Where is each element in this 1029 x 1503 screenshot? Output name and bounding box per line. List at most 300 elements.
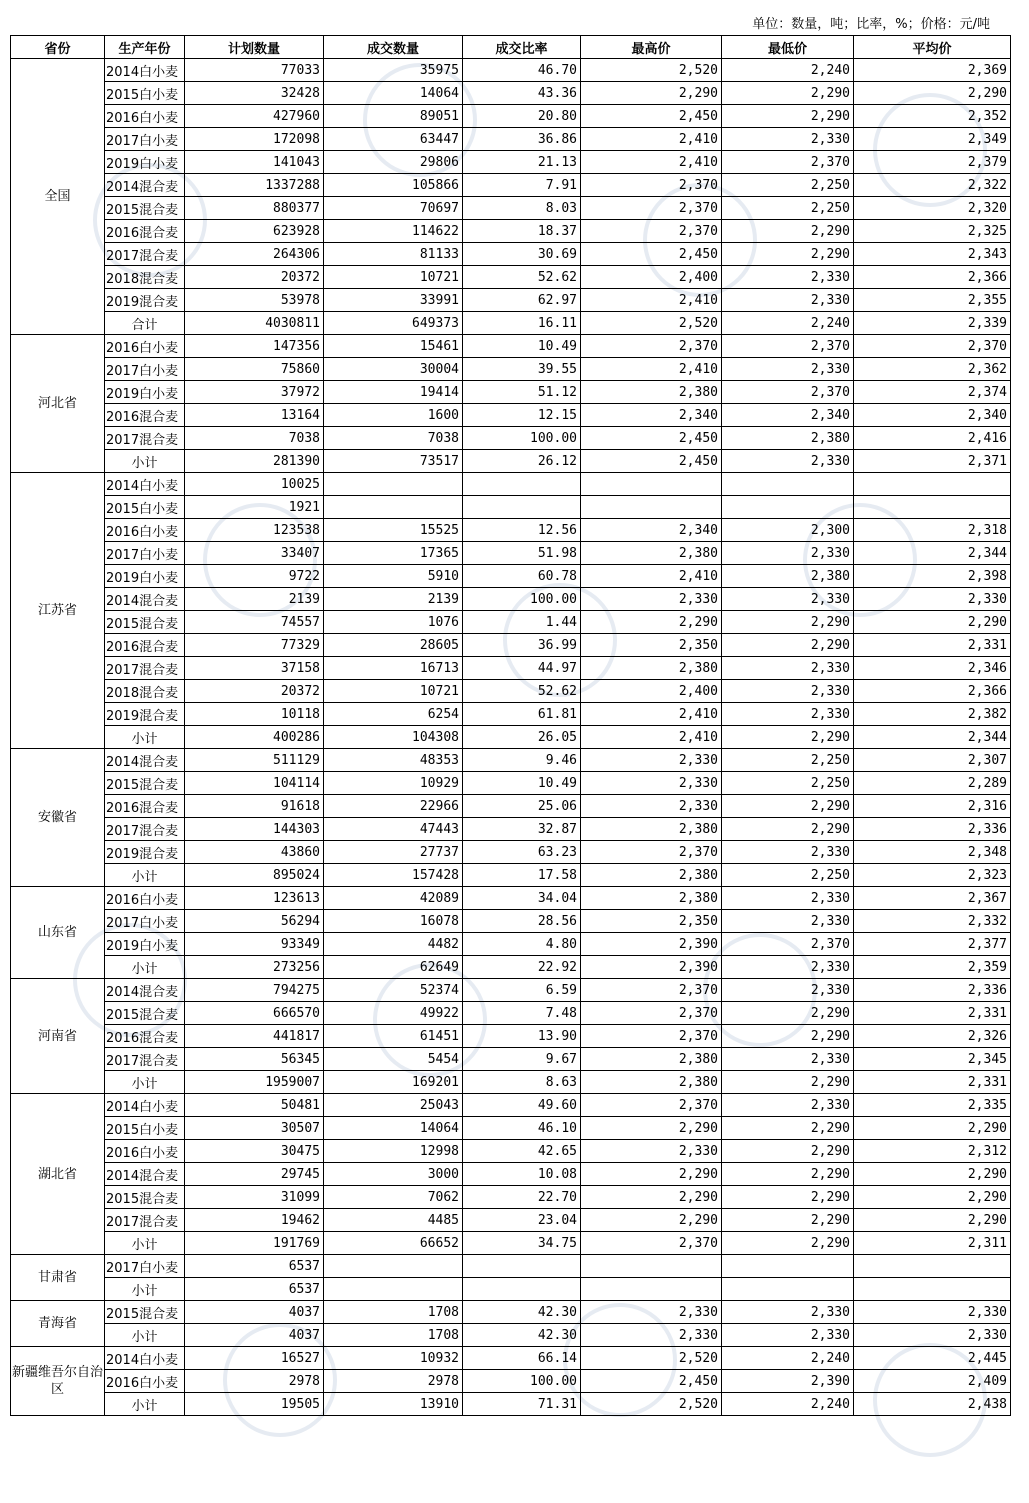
deal-rate-cell: 20.80	[463, 105, 581, 128]
year-cell: 2019白小麦	[105, 933, 185, 956]
max-price-cell: 2,410	[581, 128, 722, 151]
deal-rate-cell: 23.04	[463, 1209, 581, 1232]
min-price-cell: 2,370	[722, 335, 854, 358]
year-cell: 2016混合麦	[105, 634, 185, 657]
min-price-cell: 2,370	[722, 151, 854, 174]
deal-rate-cell: 22.70	[463, 1186, 581, 1209]
max-price-cell: 2,390	[581, 956, 722, 979]
year-cell: 小计	[105, 1324, 185, 1347]
year-cell: 2015混合麦	[105, 1186, 185, 1209]
min-price-cell: 2,250	[722, 864, 854, 887]
min-price-cell: 2,290	[722, 1186, 854, 1209]
table-row	[11, 220, 1011, 243]
max-price-cell: 2,520	[581, 1393, 722, 1416]
max-price-cell: 2,340	[581, 519, 722, 542]
planned-qty-cell: 427960	[185, 105, 324, 128]
table-row	[11, 1393, 1011, 1416]
table-row	[11, 473, 1011, 496]
max-price-cell: 2,330	[581, 1140, 722, 1163]
max-price-cell: 2,410	[581, 151, 722, 174]
avg-price-cell: 2,311	[854, 1232, 1011, 1255]
planned-qty-cell: 144303	[185, 818, 324, 841]
max-price-cell: 2,410	[581, 358, 722, 381]
year-cell: 2017混合麦	[105, 657, 185, 680]
avg-price-cell: 2,366	[854, 680, 1011, 703]
planned-qty-cell: 30507	[185, 1117, 324, 1140]
max-price-cell: 2,350	[581, 910, 722, 933]
table-row	[11, 680, 1011, 703]
planned-qty-cell: 19505	[185, 1393, 324, 1416]
max-price-cell: 2,330	[581, 1324, 722, 1347]
planned-qty-cell: 13164	[185, 404, 324, 427]
year-cell: 2016混合麦	[105, 795, 185, 818]
province-cell: 全国	[11, 59, 105, 335]
avg-price-cell: 2,290	[854, 82, 1011, 105]
planned-qty-cell: 123613	[185, 887, 324, 910]
max-price-cell	[581, 1255, 722, 1278]
deal-qty-cell: 16078	[324, 910, 463, 933]
min-price-cell	[722, 1278, 854, 1301]
deal-rate-cell: 10.08	[463, 1163, 581, 1186]
max-price-cell: 2,400	[581, 266, 722, 289]
deal-qty-cell: 81133	[324, 243, 463, 266]
avg-price-cell: 2,330	[854, 1301, 1011, 1324]
table-row	[11, 1071, 1011, 1094]
deal-rate-cell	[463, 473, 581, 496]
min-price-cell: 2,340	[722, 404, 854, 427]
table-row	[11, 427, 1011, 450]
max-price-cell: 2,350	[581, 634, 722, 657]
max-price-cell: 2,290	[581, 82, 722, 105]
planned-qty-cell: 123538	[185, 519, 324, 542]
year-cell: 2015混合麦	[105, 1002, 185, 1025]
avg-price-cell: 2,359	[854, 956, 1011, 979]
deal-rate-cell: 12.15	[463, 404, 581, 427]
deal-qty-cell: 1708	[324, 1301, 463, 1324]
max-price-cell: 2,380	[581, 1048, 722, 1071]
table-row	[11, 381, 1011, 404]
planned-qty-cell: 53978	[185, 289, 324, 312]
table-row	[11, 1347, 1011, 1370]
avg-price-cell: 2,332	[854, 910, 1011, 933]
deal-qty-cell: 2139	[324, 588, 463, 611]
min-price-cell: 2,380	[722, 427, 854, 450]
avg-price-cell: 2,352	[854, 105, 1011, 128]
avg-price-cell	[854, 1255, 1011, 1278]
table-row	[11, 312, 1011, 335]
max-price-cell: 2,380	[581, 657, 722, 680]
year-cell: 2016混合麦	[105, 404, 185, 427]
min-price-cell: 2,290	[722, 105, 854, 128]
year-cell: 小计	[105, 726, 185, 749]
max-price-cell: 2,450	[581, 427, 722, 450]
max-price-cell	[581, 473, 722, 496]
deal-rate-cell: 13.90	[463, 1025, 581, 1048]
avg-price-cell: 2,346	[854, 657, 1011, 680]
year-cell: 2019白小麦	[105, 381, 185, 404]
min-price-cell: 2,250	[722, 772, 854, 795]
planned-qty-cell: 56294	[185, 910, 324, 933]
deal-qty-cell: 1708	[324, 1324, 463, 1347]
planned-qty-cell: 1337288	[185, 174, 324, 197]
table-row	[11, 128, 1011, 151]
header-max-price: 最高价	[581, 36, 722, 59]
year-cell: 2017混合麦	[105, 243, 185, 266]
planned-qty-cell: 56345	[185, 1048, 324, 1071]
max-price-cell: 2,370	[581, 197, 722, 220]
table-row	[11, 496, 1011, 519]
deal-rate-cell: 12.56	[463, 519, 581, 542]
deal-rate-cell: 30.69	[463, 243, 581, 266]
min-price-cell: 2,250	[722, 749, 854, 772]
table-row	[11, 266, 1011, 289]
table-row	[11, 887, 1011, 910]
planned-qty-cell: 264306	[185, 243, 324, 266]
header-deal-qty: 成交数量	[324, 36, 463, 59]
deal-qty-cell	[324, 1255, 463, 1278]
year-cell: 2015白小麦	[105, 496, 185, 519]
year-cell: 2017白小麦	[105, 542, 185, 565]
province-cell: 河北省	[11, 335, 105, 473]
planned-qty-cell: 20372	[185, 266, 324, 289]
planned-qty-cell: 895024	[185, 864, 324, 887]
deal-rate-cell: 6.59	[463, 979, 581, 1002]
year-cell: 2016白小麦	[105, 335, 185, 358]
year-cell: 2017白小麦	[105, 358, 185, 381]
max-price-cell: 2,290	[581, 1209, 722, 1232]
avg-price-cell: 2,331	[854, 1002, 1011, 1025]
min-price-cell: 2,290	[722, 1140, 854, 1163]
deal-qty-cell: 89051	[324, 105, 463, 128]
min-price-cell: 2,330	[722, 841, 854, 864]
planned-qty-cell: 6537	[185, 1255, 324, 1278]
avg-price-cell: 2,379	[854, 151, 1011, 174]
max-price-cell: 2,410	[581, 726, 722, 749]
deal-qty-cell: 12998	[324, 1140, 463, 1163]
table-row	[11, 1370, 1011, 1393]
deal-rate-cell: 46.70	[463, 59, 581, 82]
deal-qty-cell: 35975	[324, 59, 463, 82]
planned-qty-cell: 37972	[185, 381, 324, 404]
deal-rate-cell: 26.05	[463, 726, 581, 749]
max-price-cell: 2,370	[581, 335, 722, 358]
header-province: 省份	[11, 36, 105, 59]
header-row	[11, 36, 1011, 59]
min-price-cell: 2,330	[722, 703, 854, 726]
deal-qty-cell: 10721	[324, 680, 463, 703]
avg-price-cell: 2,336	[854, 979, 1011, 1002]
min-price-cell: 2,390	[722, 1370, 854, 1393]
min-price-cell: 2,290	[722, 1025, 854, 1048]
table-row	[11, 1048, 1011, 1071]
deal-qty-cell	[324, 1278, 463, 1301]
planned-qty-cell: 74557	[185, 611, 324, 634]
max-price-cell: 2,410	[581, 565, 722, 588]
avg-price-cell: 2,416	[854, 427, 1011, 450]
deal-qty-cell: 29806	[324, 151, 463, 174]
planned-qty-cell: 4037	[185, 1301, 324, 1324]
deal-rate-cell: 42.30	[463, 1324, 581, 1347]
table-row	[11, 933, 1011, 956]
deal-qty-cell: 1600	[324, 404, 463, 427]
deal-qty-cell: 3000	[324, 1163, 463, 1186]
unit-note: 单位：数量，吨；比率，%；价格：元/吨	[752, 17, 990, 32]
province-cell: 湖北省	[11, 1094, 105, 1255]
year-cell: 2017混合麦	[105, 1209, 185, 1232]
province-cell: 甘肃省	[11, 1255, 105, 1301]
planned-qty-cell: 172098	[185, 128, 324, 151]
year-cell: 2019混合麦	[105, 841, 185, 864]
min-price-cell: 2,330	[722, 588, 854, 611]
year-cell: 2017白小麦	[105, 1255, 185, 1278]
max-price-cell: 2,370	[581, 1002, 722, 1025]
year-cell: 小计	[105, 1232, 185, 1255]
avg-price-cell: 2,348	[854, 841, 1011, 864]
min-price-cell: 2,330	[722, 887, 854, 910]
max-price-cell: 2,370	[581, 979, 722, 1002]
table-row	[11, 611, 1011, 634]
max-price-cell	[581, 496, 722, 519]
deal-qty-cell: 33991	[324, 289, 463, 312]
deal-rate-cell: 63.23	[463, 841, 581, 864]
planned-qty-cell: 511129	[185, 749, 324, 772]
max-price-cell: 2,290	[581, 1117, 722, 1140]
avg-price-cell: 2,307	[854, 749, 1011, 772]
table-row	[11, 1140, 1011, 1163]
planned-qty-cell: 7038	[185, 427, 324, 450]
deal-qty-cell: 10929	[324, 772, 463, 795]
deal-qty-cell: 52374	[324, 979, 463, 1002]
min-price-cell: 2,330	[722, 289, 854, 312]
deal-rate-cell: 61.81	[463, 703, 581, 726]
year-cell: 小计	[105, 956, 185, 979]
planned-qty-cell: 141043	[185, 151, 324, 174]
year-cell: 2014白小麦	[105, 1094, 185, 1117]
max-price-cell: 2,450	[581, 1370, 722, 1393]
table-row	[11, 864, 1011, 887]
year-cell: 2015混合麦	[105, 1301, 185, 1324]
table-row	[11, 1186, 1011, 1209]
deal-qty-cell: 157428	[324, 864, 463, 887]
year-cell: 2019白小麦	[105, 151, 185, 174]
max-price-cell: 2,330	[581, 749, 722, 772]
avg-price-cell: 2,323	[854, 864, 1011, 887]
planned-qty-cell: 9722	[185, 565, 324, 588]
avg-price-cell: 2,344	[854, 542, 1011, 565]
table-row	[11, 910, 1011, 933]
deal-qty-cell: 10932	[324, 1347, 463, 1370]
min-price-cell: 2,290	[722, 1002, 854, 1025]
deal-rate-cell: 44.97	[463, 657, 581, 680]
deal-rate-cell: 36.86	[463, 128, 581, 151]
year-cell: 2016混合麦	[105, 220, 185, 243]
min-price-cell: 2,240	[722, 1347, 854, 1370]
avg-price-cell: 2,382	[854, 703, 1011, 726]
avg-price-cell: 2,290	[854, 611, 1011, 634]
max-price-cell: 2,370	[581, 174, 722, 197]
avg-price-cell: 2,330	[854, 1324, 1011, 1347]
min-price-cell: 2,370	[722, 933, 854, 956]
avg-price-cell: 2,330	[854, 588, 1011, 611]
year-cell: 2014混合麦	[105, 979, 185, 1002]
max-price-cell: 2,380	[581, 818, 722, 841]
deal-qty-cell: 13910	[324, 1393, 463, 1416]
min-price-cell: 2,330	[722, 128, 854, 151]
max-price-cell: 2,290	[581, 1163, 722, 1186]
year-cell: 2015混合麦	[105, 197, 185, 220]
deal-qty-cell: 7062	[324, 1186, 463, 1209]
deal-rate-cell: 60.78	[463, 565, 581, 588]
avg-price-cell: 2,369	[854, 59, 1011, 82]
deal-rate-cell: 66.14	[463, 1347, 581, 1370]
max-price-cell: 2,340	[581, 404, 722, 427]
deal-qty-cell: 49922	[324, 1002, 463, 1025]
year-cell: 2017白小麦	[105, 128, 185, 151]
deal-rate-cell: 100.00	[463, 427, 581, 450]
avg-price-cell: 2,345	[854, 1048, 1011, 1071]
deal-qty-cell: 17365	[324, 542, 463, 565]
table-row	[11, 174, 1011, 197]
min-price-cell: 2,250	[722, 174, 854, 197]
planned-qty-cell: 794275	[185, 979, 324, 1002]
min-price-cell: 2,290	[722, 818, 854, 841]
avg-price-cell: 2,377	[854, 933, 1011, 956]
year-cell: 2019混合麦	[105, 289, 185, 312]
deal-rate-cell: 36.99	[463, 634, 581, 657]
planned-qty-cell: 50481	[185, 1094, 324, 1117]
min-price-cell: 2,290	[722, 1232, 854, 1255]
header-planned-qty: 计划数量	[185, 36, 324, 59]
avg-price-cell: 2,398	[854, 565, 1011, 588]
deal-qty-cell: 5910	[324, 565, 463, 588]
deal-qty-cell: 2978	[324, 1370, 463, 1393]
planned-qty-cell: 4037	[185, 1324, 324, 1347]
table-row	[11, 795, 1011, 818]
header-min-price: 最低价	[722, 36, 854, 59]
deal-rate-cell: 18.37	[463, 220, 581, 243]
max-price-cell: 2,380	[581, 381, 722, 404]
avg-price-cell: 2,322	[854, 174, 1011, 197]
year-cell: 2017混合麦	[105, 427, 185, 450]
max-price-cell: 2,410	[581, 289, 722, 312]
table-row	[11, 1301, 1011, 1324]
deal-qty-cell: 15461	[324, 335, 463, 358]
year-cell: 2015混合麦	[105, 772, 185, 795]
max-price-cell: 2,330	[581, 1301, 722, 1324]
table-row	[11, 1094, 1011, 1117]
year-cell: 小计	[105, 864, 185, 887]
deal-rate-cell: 7.91	[463, 174, 581, 197]
province-cell: 山东省	[11, 887, 105, 979]
planned-qty-cell: 20372	[185, 680, 324, 703]
province-cell: 新疆维吾尔自治区	[11, 1347, 105, 1416]
avg-price-cell: 2,290	[854, 1186, 1011, 1209]
table-row	[11, 657, 1011, 680]
table-row	[11, 82, 1011, 105]
deal-qty-cell: 16713	[324, 657, 463, 680]
max-price-cell: 2,380	[581, 1071, 722, 1094]
year-cell: 2019白小麦	[105, 565, 185, 588]
avg-price-cell: 2,371	[854, 450, 1011, 473]
table-row	[11, 542, 1011, 565]
max-price-cell: 2,330	[581, 795, 722, 818]
deal-rate-cell: 49.60	[463, 1094, 581, 1117]
planned-qty-cell: 77329	[185, 634, 324, 657]
avg-price-cell: 2,355	[854, 289, 1011, 312]
deal-qty-cell: 649373	[324, 312, 463, 335]
avg-price-cell: 2,336	[854, 818, 1011, 841]
planned-qty-cell: 6537	[185, 1278, 324, 1301]
avg-price-cell: 2,349	[854, 128, 1011, 151]
planned-qty-cell: 880377	[185, 197, 324, 220]
avg-price-cell: 2,343	[854, 243, 1011, 266]
planned-qty-cell: 273256	[185, 956, 324, 979]
min-price-cell	[722, 473, 854, 496]
deal-rate-cell: 42.30	[463, 1301, 581, 1324]
table-row	[11, 519, 1011, 542]
planned-qty-cell: 2978	[185, 1370, 324, 1393]
deal-qty-cell: 1076	[324, 611, 463, 634]
deal-rate-cell	[463, 1278, 581, 1301]
deal-rate-cell: 51.12	[463, 381, 581, 404]
deal-qty-cell: 6254	[324, 703, 463, 726]
deal-rate-cell: 25.06	[463, 795, 581, 818]
deal-rate-cell: 8.63	[463, 1071, 581, 1094]
min-price-cell	[722, 496, 854, 519]
planned-qty-cell: 29745	[185, 1163, 324, 1186]
deal-rate-cell: 39.55	[463, 358, 581, 381]
avg-price-cell: 2,367	[854, 887, 1011, 910]
table-row	[11, 404, 1011, 427]
year-cell: 小计	[105, 450, 185, 473]
min-price-cell: 2,330	[722, 657, 854, 680]
deal-rate-cell: 52.62	[463, 266, 581, 289]
table-row	[11, 243, 1011, 266]
deal-qty-cell: 22966	[324, 795, 463, 818]
deal-qty-cell	[324, 496, 463, 519]
table-row	[11, 749, 1011, 772]
avg-price-cell: 2,438	[854, 1393, 1011, 1416]
province-cell: 安徽省	[11, 749, 105, 887]
min-price-cell: 2,380	[722, 565, 854, 588]
planned-qty-cell: 623928	[185, 220, 324, 243]
deal-qty-cell: 169201	[324, 1071, 463, 1094]
deal-qty-cell	[324, 473, 463, 496]
year-cell: 2015白小麦	[105, 1117, 185, 1140]
deal-rate-cell: 52.62	[463, 680, 581, 703]
min-price-cell: 2,330	[722, 956, 854, 979]
min-price-cell: 2,290	[722, 1163, 854, 1186]
max-price-cell: 2,290	[581, 1186, 722, 1209]
header-avg-price: 平均价	[854, 36, 1011, 59]
min-price-cell: 2,290	[722, 611, 854, 634]
planned-qty-cell: 10025	[185, 473, 324, 496]
deal-rate-cell: 22.92	[463, 956, 581, 979]
planned-qty-cell: 30475	[185, 1140, 324, 1163]
year-cell: 2016白小麦	[105, 887, 185, 910]
year-cell: 2017混合麦	[105, 818, 185, 841]
min-price-cell: 2,330	[722, 1048, 854, 1071]
avg-price-cell: 2,339	[854, 312, 1011, 335]
table-row	[11, 1232, 1011, 1255]
min-price-cell: 2,330	[722, 910, 854, 933]
max-price-cell: 2,390	[581, 933, 722, 956]
year-cell: 2015混合麦	[105, 611, 185, 634]
deal-rate-cell: 7.48	[463, 1002, 581, 1025]
planned-qty-cell: 1921	[185, 496, 324, 519]
planned-qty-cell: 441817	[185, 1025, 324, 1048]
min-price-cell	[722, 1255, 854, 1278]
